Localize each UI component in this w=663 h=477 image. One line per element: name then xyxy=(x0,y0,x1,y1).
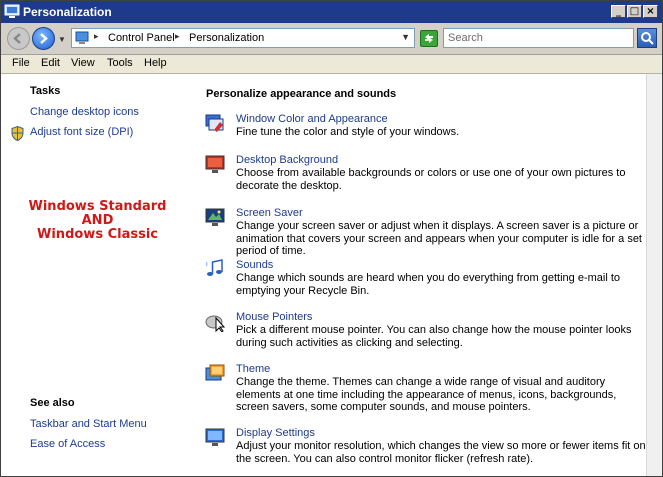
search-icon xyxy=(638,29,656,47)
display-settings-icon xyxy=(204,426,226,448)
screen-saver-icon xyxy=(204,206,226,228)
page-title: Personalize appearance and sounds xyxy=(206,88,397,100)
desktop-background-link[interactable]: Desktop Background xyxy=(236,154,339,166)
see-also-heading: See also xyxy=(30,397,75,409)
overlay-line-2: AND xyxy=(81,213,114,228)
forward-button[interactable] xyxy=(32,27,55,50)
recent-pages-dropdown[interactable]: ▼ xyxy=(58,35,66,44)
overlay-line-3: Windows Classic xyxy=(37,227,158,242)
sounds-icon xyxy=(204,258,226,280)
control-panel-icon xyxy=(75,31,89,45)
theme-icon xyxy=(204,362,226,384)
title-bar[interactable] xyxy=(1,1,662,23)
menu-view[interactable]: View xyxy=(71,57,95,69)
screen-saver-link[interactable]: Screen Saver xyxy=(236,207,303,219)
refresh-icon xyxy=(422,32,436,45)
breadcrumb-personalization[interactable]: Personalization xyxy=(189,32,265,44)
change-desktop-icons-link[interactable]: Change desktop icons xyxy=(30,106,139,118)
tasks-heading: Tasks xyxy=(30,85,61,97)
desktop-background-description: Choose from available backgrounds or colors or use one of your own pictures to decorate the desktop. xyxy=(236,167,626,192)
window-color-link[interactable]: Window Color and Appearance xyxy=(236,113,388,125)
overlay-line-1: Windows Standard xyxy=(28,199,167,214)
breadcrumb-separator[interactable]: ▸ xyxy=(175,31,180,41)
adjust-font-size-link[interactable]: Adjust font size (DPI) xyxy=(30,126,134,138)
mouse-pointers-description: Pick a different mouse pointer. You can also change how the mouse pointer looks during such activities as clicking and selecting. xyxy=(236,324,632,349)
minimize-button[interactable]: _ xyxy=(611,5,626,18)
back-arrow-icon xyxy=(11,31,26,46)
close-button[interactable]: × xyxy=(643,5,658,18)
ease-of-access-link[interactable]: Ease of Access xyxy=(30,438,106,450)
sounds-link[interactable]: Sounds xyxy=(236,259,274,271)
menu-file[interactable]: File xyxy=(12,57,30,69)
theme-link[interactable]: Theme xyxy=(236,363,271,375)
control-panel-icon xyxy=(4,4,20,19)
breadcrumb-control-panel[interactable]: Control Panel xyxy=(108,32,175,44)
mouse-pointer-icon xyxy=(204,310,226,332)
window-color-icon xyxy=(204,112,226,134)
maximize-button[interactable]: □ xyxy=(627,5,642,18)
taskbar-start-menu-link[interactable]: Taskbar and Start Menu xyxy=(30,418,147,430)
address-breadcrumb[interactable] xyxy=(71,28,415,48)
desktop-background-icon xyxy=(204,153,226,175)
mouse-pointers-link[interactable]: Mouse Pointers xyxy=(236,311,313,323)
breadcrumb-separator[interactable]: ▸ xyxy=(94,31,99,41)
screen-saver-description: Change your screen saver or adjust when it displays. A screen saver is a picture or animation that covers your screen and appears when your computer is idle for a set period of time. xyxy=(236,220,642,257)
back-button[interactable] xyxy=(7,27,30,50)
display-settings-link[interactable]: Display Settings xyxy=(236,427,315,439)
theme-description: Change the theme. Themes can change a wide range of visual and auditory elements at one time including the appearance of menus, icons, backgrounds, screen savers, some computer sounds, and mouse pointers. xyxy=(236,376,617,413)
menu-tools[interactable]: Tools xyxy=(107,57,133,69)
address-dropdown-icon[interactable]: ▼ xyxy=(401,32,410,42)
forward-arrow-icon xyxy=(36,31,51,46)
window-color-description: Fine tune the color and style of your windows. xyxy=(236,126,460,138)
sounds-description: Change which sounds are heard when you do everything from getting e-mail to emptying your Recycle Bin. xyxy=(236,272,621,297)
vertical-scrollbar[interactable] xyxy=(646,74,662,476)
menu-bar xyxy=(1,55,662,74)
refresh-button[interactable] xyxy=(420,30,438,47)
uac-shield-icon xyxy=(11,126,24,141)
menu-help[interactable]: Help xyxy=(144,57,167,69)
main-content xyxy=(194,74,646,476)
search-button[interactable] xyxy=(637,28,657,48)
task-pane xyxy=(1,74,194,476)
address-toolbar xyxy=(1,23,662,55)
display-settings-description: Adjust your monitor resolution, which changes the view so more or fewer items fit on the screen. You can also control monitor flicker (refresh rate). xyxy=(236,440,646,465)
window-title: Personalization xyxy=(23,5,112,19)
search-input[interactable] xyxy=(443,28,634,48)
menu-edit[interactable]: Edit xyxy=(41,57,60,69)
